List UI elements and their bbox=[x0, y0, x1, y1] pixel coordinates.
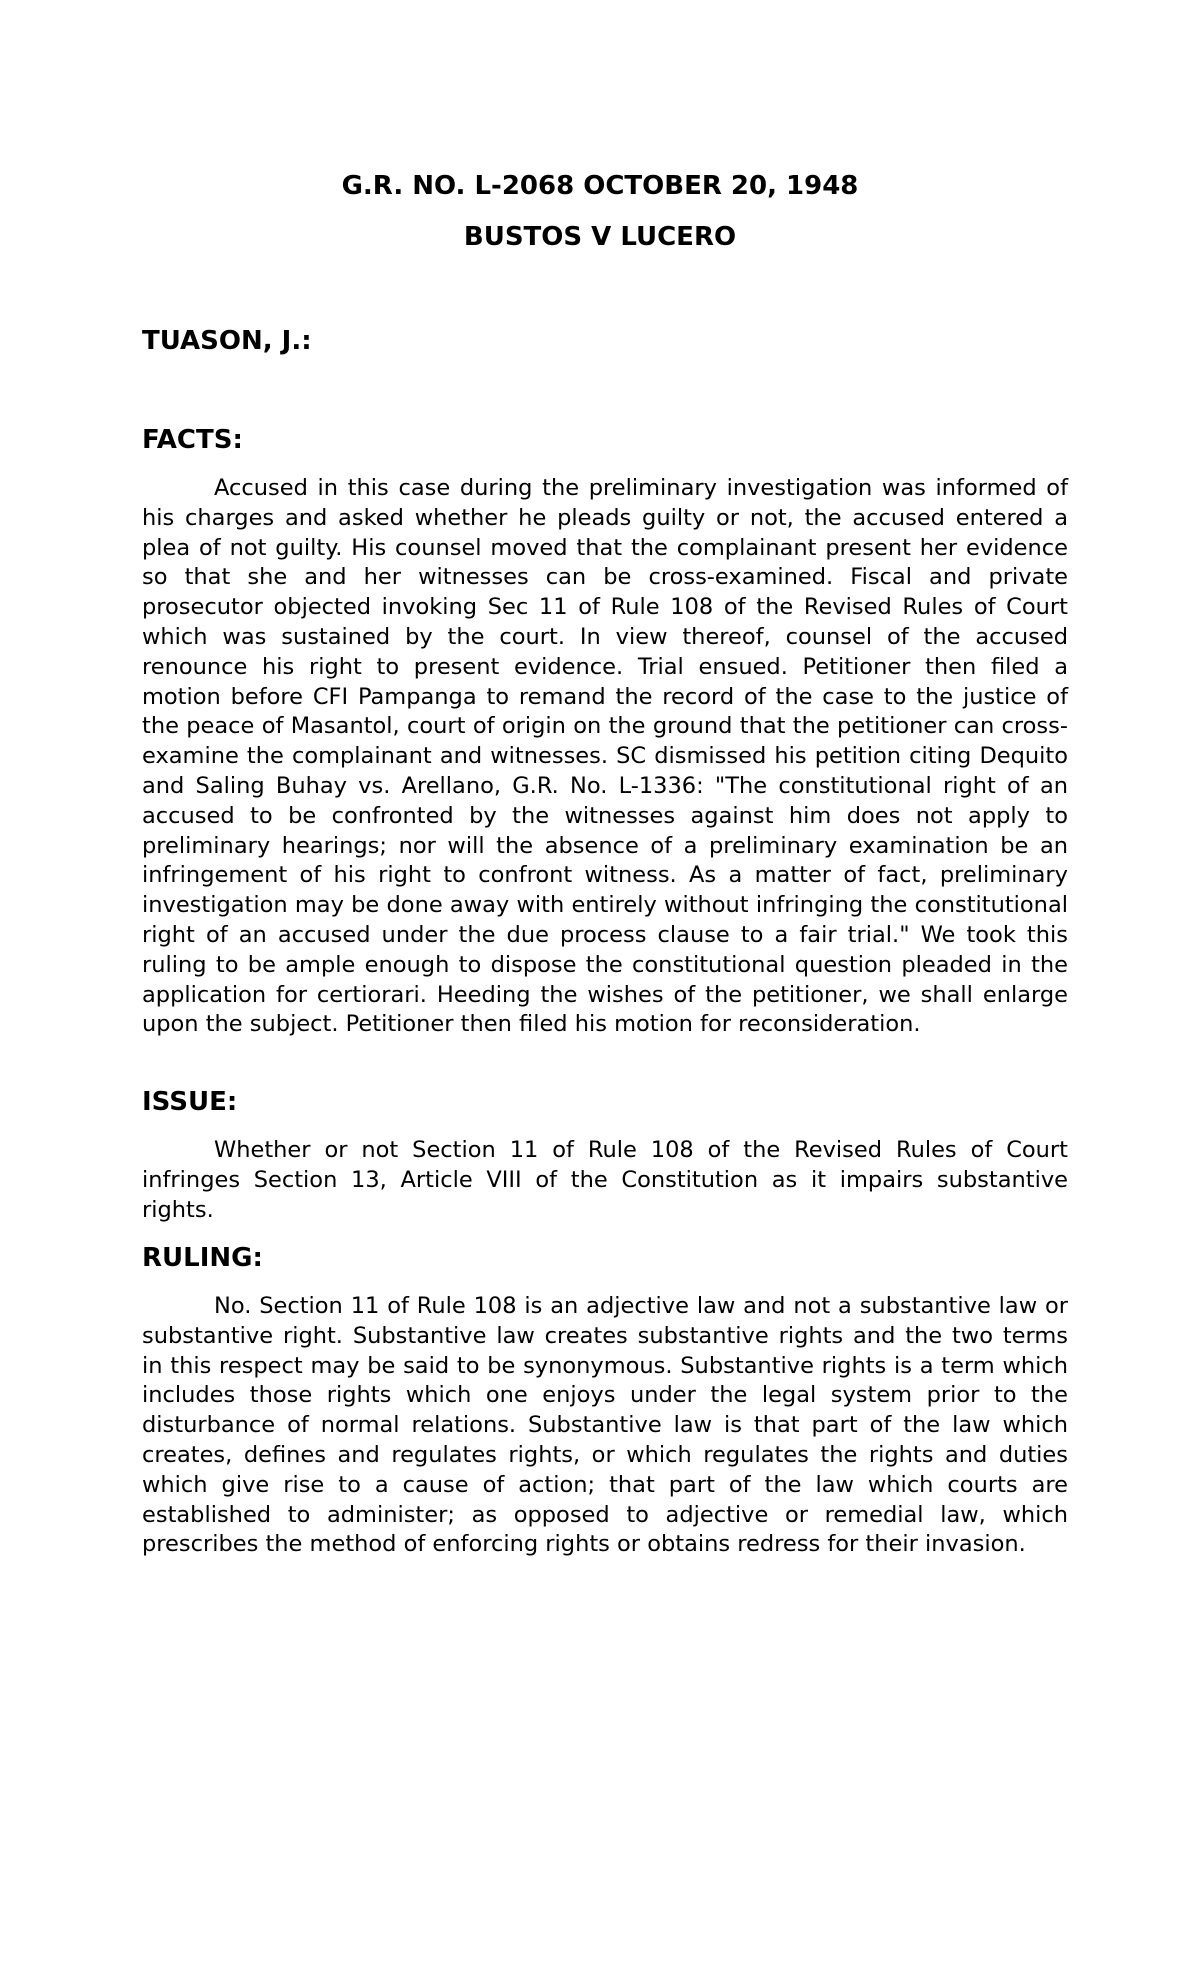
facts-heading: FACTS: bbox=[142, 425, 243, 455]
case-name-title: BUSTOS V LUCERO bbox=[463, 222, 737, 252]
facts-paragraph: Accused in this case during the preliminary investigation was informed of his charges and asked whether he pleads guilty or not, the accused entered a plea of not guilty. His counsel moved that the complainant present her evidence so that she and her witnesses can be cross-examined. Fiscal and private prosecutor objected invoking Sec 11 of Rule 108 of the Revised Rules of Court which was sustained by the court. In view thereof, counsel of the accused renounce his right to present evidence. Trial ensued. Petitioner then filed a motion before CFI Pampanga to remand the record of the case to the justice of the peace of Masantol, court of origin on the ground that the petitioner can cross-examine the complainant and witnesses. SC dismissed his petition citing Dequito and Saling Buhay vs. Arellano, G.R. No. L-1336: "The constitutional right of an accused to be confronted by the witnesses against him does not apply to preliminary hearings; nor will the absence of a preliminary examination be an infringement of his right to confront witness. As a matter of fact, preliminary investigation may be done away with entirely without infringing the constitutional right of an accused under the due process clause to a fair trial." We took this ruling to be ample enough to dispose the constitutional question pleaded in the application for certiorari. Heeding the wishes of the petitioner, we shall enlarge upon the subject. Petitioner then filed his motion for reconsideration. bbox=[142, 475, 1068, 1038]
ruling-paragraph: No. Section 11 of Rule 108 is an adjective law and not a substantive law or substantive right. Substantive law creates substantive rights and the two terms in this respect may be said to be synonymous. Substantive rights is a term which includes those rights which one enjoys under the legal system prior to the disturbance of normal relations. Substantive law is that part of the law which creates, defines and regulates rights, or which regulates the rights and duties which give rise to a cause of action; that part of the law which courts are established to administer; as opposed to adjective or remedial law, which prescribes the method of enforcing rights or obtains redress for their invasion. bbox=[142, 1293, 1068, 1558]
ruling-heading: RULING: bbox=[142, 1243, 263, 1273]
case-number-title: G.R. NO. L-2068 OCTOBER 20, 1948 bbox=[341, 171, 859, 201]
issue-paragraph: Whether or not Section 11 of Rule 108 of the Revised Rules of Court infringes Section 13, Article VIII of the Constitution as it impairs substantive rights. bbox=[142, 1137, 1068, 1223]
issue-heading: ISSUE: bbox=[142, 1087, 238, 1117]
ponente-heading: TUASON, J.: bbox=[142, 326, 312, 356]
